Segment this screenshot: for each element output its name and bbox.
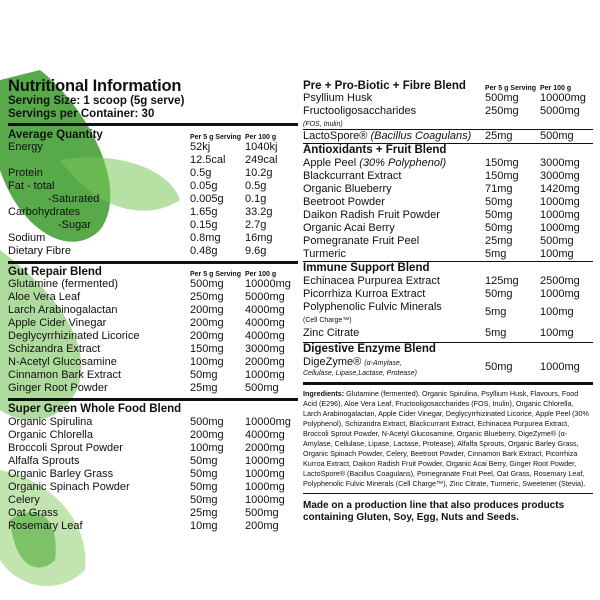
ingredient-serving: 150mg [190,343,224,355]
ingredient-name-block [303,105,485,129]
ingredient-serving: 200mg [190,304,224,316]
nutrient-name: Protein [8,167,43,179]
ingredient-serving: 50mg [485,222,513,234]
ingredient-row [303,92,593,105]
ingredient-name: Cinnamon Bark Extract [8,369,122,381]
nutrient-serving: 52kj [190,141,211,153]
ingredient-serving: 25mg [485,235,513,247]
nutrient-100g: 9.6g [245,245,267,257]
ingredient-serving: 250mg [190,291,224,303]
ingredient-note: (30% Polyphenol) [359,157,447,169]
nutrient-name: Carbohydrates [8,206,81,218]
divider [303,382,593,385]
ingredient-serving: 5mg [485,248,507,260]
ingredient-serving: 50mg [190,455,218,467]
col-per-serving: Per 5 g Serving [190,133,241,141]
ingredient-serving: 50mg [485,209,513,221]
ingredient-serving: 150mg [485,170,519,182]
ingredient-name: Blackcurrant Extract [303,170,402,182]
ingredient-100g: 2500mg [540,275,580,287]
ingredient-name: Schizandra Extract [8,343,101,355]
ingredient-serving: 50mg [485,361,513,373]
nutrient-row [8,232,298,245]
ingredient-serving: 500mg [485,92,519,104]
ingredient-row [8,494,298,507]
ingredient-row [8,455,298,468]
ingredient-row [8,291,298,304]
ingredient-row [8,429,298,442]
ingredient-100g: 200mg [245,520,279,532]
ingredient-row [303,183,593,196]
ingredient-100g: 1000mg [245,494,285,506]
col-per-100g: Per 100 g [245,133,277,141]
nutrient-row [8,154,298,167]
ingredient-name: Psyllium Husk [303,92,373,104]
avg-rows [8,141,298,258]
probiotic-heading: Pre + Pro-Biotic + Fibre Blend [303,80,466,92]
ingredient-name-block [303,157,485,170]
ingredient-name: Aloe Vera Leaf [8,291,81,303]
ingredient-row [303,170,593,183]
ingredient-name: N-Acetyl Glucosamine [8,356,117,368]
ingredient-note: (FOS, Inulin) [303,121,343,128]
left-column [8,78,298,533]
immune-heading: Immune Support Blend [303,262,430,274]
col-per-100g: Per 100 g [540,84,572,92]
ingredient-note: (Cell Charge™) [303,317,352,324]
ingredient-serving: 50mg [190,468,218,480]
green-heading: Super Green Whole Food Blend [8,403,182,415]
ingredient-serving: 100mg [190,356,224,368]
ingredient-100g: 1000mg [245,468,285,480]
ingredient-100g: 500mg [245,507,279,519]
ingredient-name: Polyphenolic Fulvic Minerals [303,301,442,313]
nutrient-serving: 0.8mg [190,232,221,244]
ingredient-row [303,301,593,325]
ingredient-serving: 500mg [190,278,224,290]
ingredient-row [8,330,298,343]
ingredient-serving: 200mg [190,330,224,342]
gut-rows [8,278,298,395]
nutrient-serving: 1.65g [190,206,218,218]
nutrient-row [8,167,298,180]
divider [8,261,298,264]
ingredient-name: Beetroot Powder [303,196,385,208]
ingredient-serving: 250mg [485,105,519,117]
ingredient-name: Echinacea Purpurea Extract [303,275,440,287]
nutrient-serving: 0.005g [190,193,224,205]
ingredient-row [8,382,298,395]
ingredient-100g: 1000mg [540,209,580,221]
nutrient-row [8,206,298,219]
col-per-100g: Per 100 g [245,270,277,278]
ingredient-name-block [303,301,485,325]
avg-header [8,129,298,141]
ingredients-text: Glutamine (fermented), Organic Spirulina, Psyllium Husk, Flavours, Food Acid (E296), Aloe Vera Leaf, Fructooligosaccharides (FOS, Inulin), Organic Chlorella, Larch Arabinogalactan, Apple Cider Vinegar, Deglycyrrhizinated Licorice, Apple Peel (30% Polyphenol), Schizandra Extract, Blackcurrant Extract, Echinacea Purpurea Extract, Broccoli Sprout Powder, N-Acetyl Glucosamine, Organic Blueberry, DigeZyme® (α-Amylase, Cellulase, Lipase, Lactase, Protease), Alfalfa Sprouts, Organic Barley Grass, Organic Spinach Powder, Celery, Beetroot Powder, Cinnamon Bark Extract, Picorrhiza Kurroa Extract, Daikon Radish Fruit Powder, Organic Acai Berry, Ginger Root Powder, LactoSpore® (Bacillus Coagulans), Pomegranate Fruit Peel, Oat Grass, Rosemary Leaf, Polyphenolic Fulvic Minerals (Cell Charge™), Zinc Citrate, Turmeric, Sweetener (Stevia). [303,389,589,488]
allergen-warning: Made on a production line that also produces products containing Gluten, Soy, Egg, Nuts and Seeds. [303,500,565,523]
ingredient-name: Turmeric [303,248,346,260]
ingredient-row [303,105,593,129]
nutrient-serving: 0.48g [190,245,218,257]
nutrient-row [8,245,298,258]
nutrient-100g: 249cal [245,154,278,166]
right-column [303,80,593,523]
ingredient-note: (Bacillus Coagulans) [370,130,472,142]
ingredient-serving: 500mg [190,416,224,428]
ingredient-name: Organic Blueberry [303,183,392,195]
ingredient-serving: 200mg [190,317,224,329]
ingredient-serving: 50mg [190,369,218,381]
nutrient-name: -Sugar [58,219,92,231]
ingredient-row [8,356,298,369]
enzyme-heading: Digestive Enzyme Blend [303,343,436,355]
ingredient-row [303,288,593,301]
ingredient-note: (α-Amylase, [364,360,402,367]
gut-header [8,266,298,278]
ingredient-100g: 1000mg [245,455,285,467]
ingredient-100g: 1000mg [245,369,285,381]
ingredient-100g: 4000mg [245,429,285,441]
ingredient-row [8,369,298,382]
antiox-heading: Antioxidants + Fruit Blend [303,144,447,156]
ingredient-100g: 1000mg [540,361,580,373]
ingredient-name: Apple Cider Vinegar [8,317,107,329]
nutrient-row [8,180,298,193]
nutrient-name: Sodium [8,232,46,244]
nutrient-100g: 16mg [245,232,273,244]
ingredient-name: Organic Spinach Powder [8,481,130,493]
ingredient-row [303,248,593,261]
ingredient-name: Ginger Root Powder [8,382,108,394]
ingredient-100g: 4000mg [245,304,285,316]
ingredient-name: Glutamine (fermented) [8,278,119,290]
ingredient-name: Celery [8,494,40,506]
col-per-serving: Per 5 g Serving [485,84,536,92]
ingredient-100g: 100mg [540,306,574,318]
probiotic-header [303,80,593,92]
ingredient-name: Daikon Radish Fruit Powder [303,209,440,221]
ingredient-row [8,416,298,429]
nutrient-row [8,193,298,206]
nutrient-name: Dietary Fibre [8,245,71,257]
ingredient-name: Organic Barley Grass [8,468,114,480]
ingredient-100g: 500mg [245,382,279,394]
ingredient-name: Organic Acai Berry [303,222,395,234]
nutrient-100g: 1040kj [245,141,278,153]
ingredients-list [303,389,593,489]
ingredient-row [8,442,298,455]
serving-size: Serving Size: 1 scoop (5g serve) [8,95,185,107]
ingredient-row [303,222,593,235]
nutrient-100g: 10.2g [245,167,273,179]
nutrient-name: Fat - total [8,180,55,192]
ingredient-100g: 3000mg [540,157,580,169]
ingredient-row [303,327,593,340]
divider [8,398,298,401]
ingredient-100g: 100mg [540,248,574,260]
ingredient-row [303,130,593,143]
nutrient-serving: 0.05g [190,180,218,192]
ingredient-row [303,356,593,378]
ingredient-name: Zinc Citrate [303,327,360,339]
ingredient-row [303,196,593,209]
nutrient-row [8,141,298,154]
ingredient-name: Alfalfa Sprouts [8,455,80,467]
ingredient-name: Organic Chlorella [8,429,93,441]
nutrient-row [8,219,298,232]
ingredient-name-block [303,130,485,143]
ingredient-100g: 1000mg [540,196,580,208]
ingredient-name: LactoSpore® [303,130,368,142]
ingredient-100g: 1000mg [245,481,285,493]
nutrient-100g: 33.2g [245,206,273,218]
nutrient-name: Energy [8,141,43,153]
ingredient-100g: 1420mg [540,183,580,195]
ingredient-100g: 10000mg [245,416,291,428]
ingredient-name: Broccoli Sprout Powder [8,442,123,454]
ingredient-100g: 3000mg [540,170,580,182]
ingredient-row [8,278,298,291]
ingredient-name: Pomegranate Fruit Peel [303,235,420,247]
ingredient-100g: 4000mg [245,330,285,342]
ingredient-100g: 10000mg [245,278,291,290]
gut-heading: Gut Repair Blend [8,266,102,278]
ingredient-serving: 50mg [190,481,218,493]
nutrient-100g: 2.7g [245,219,267,231]
green-rows [8,416,298,533]
ingredient-100g: 10000mg [540,92,586,104]
panel-title: Nutritional Information [8,77,182,95]
ingredient-row [8,481,298,494]
servings-per-container: Servings per Container: 30 [8,107,155,120]
ingredient-name: Fructooligosaccharides [303,105,417,117]
ingredient-row [8,317,298,330]
nutrient-serving: 0.15g [190,219,218,231]
ingredient-100g: 1000mg [540,288,580,300]
ingredient-name-block [303,356,485,378]
ingredient-serving: 100mg [190,442,224,454]
ingredients-label: Ingredients: [303,389,345,398]
ingredient-name: Apple Peel [303,157,357,169]
ingredient-serving: 25mg [485,130,513,142]
ingredient-100g: 1000mg [540,222,580,234]
ingredient-100g: 5000mg [245,291,285,303]
ingredient-serving: 200mg [190,429,224,441]
ingredient-row [8,520,298,533]
ingredient-row [8,507,298,520]
ingredient-100g: 2000mg [245,442,285,454]
ingredient-row [303,275,593,288]
ingredient-serving: 5mg [485,306,507,318]
ingredient-serving: 10mg [190,520,218,532]
ingredient-name: Larch Arabinogalactan [8,304,118,316]
ingredient-serving: 50mg [485,196,513,208]
ingredient-100g: 3000mg [245,343,285,355]
ingredient-name: Oat Grass [8,507,59,519]
ingredient-100g: 500mg [540,235,574,247]
avg-heading: Average Quantity [8,129,103,141]
ingredient-serving: 25mg [190,382,218,394]
ingredient-serving: 71mg [485,183,513,195]
ingredient-serving: 150mg [485,157,519,169]
ingredient-name: Deglycyrrhizinated Licorice [8,330,140,342]
ingredient-row [303,235,593,248]
ingredient-100g: 100mg [540,327,574,339]
divider [8,123,298,126]
ingredient-name: Organic Spirulina [8,416,93,428]
ingredient-row [8,343,298,356]
ingredient-100g: 500mg [540,130,574,142]
ingredient-100g: 5000mg [540,105,580,117]
ingredient-100g: 4000mg [245,317,285,329]
ingredient-serving: 25mg [190,507,218,519]
nutrient-name: -Saturated [48,193,100,205]
ingredient-serving: 50mg [485,288,513,300]
ingredient-name: DigeZyme® [303,356,362,368]
divider [303,493,593,494]
nutrient-100g: 0.1g [245,193,267,205]
ingredient-serving: 50mg [190,494,218,506]
ingredient-name: Rosemary Leaf [8,520,83,532]
nutrient-serving: 12.5cal [190,154,226,166]
nutrient-serving: 0.5g [190,167,212,179]
ingredient-row [8,304,298,317]
ingredient-serving: 5mg [485,327,507,339]
ingredient-note: Cellulase, Lipase,Lactase, Protease) [303,370,418,377]
col-per-serving: Per 5 g Serving [190,270,241,278]
ingredient-row [303,209,593,222]
ingredient-100g: 2000mg [245,356,285,368]
ingredient-row [8,468,298,481]
ingredient-serving: 125mg [485,275,519,287]
ingredient-row [303,157,593,170]
nutrient-100g: 0.5g [245,180,267,192]
ingredient-name: Picorrhiza Kurroa Extract [303,288,426,300]
